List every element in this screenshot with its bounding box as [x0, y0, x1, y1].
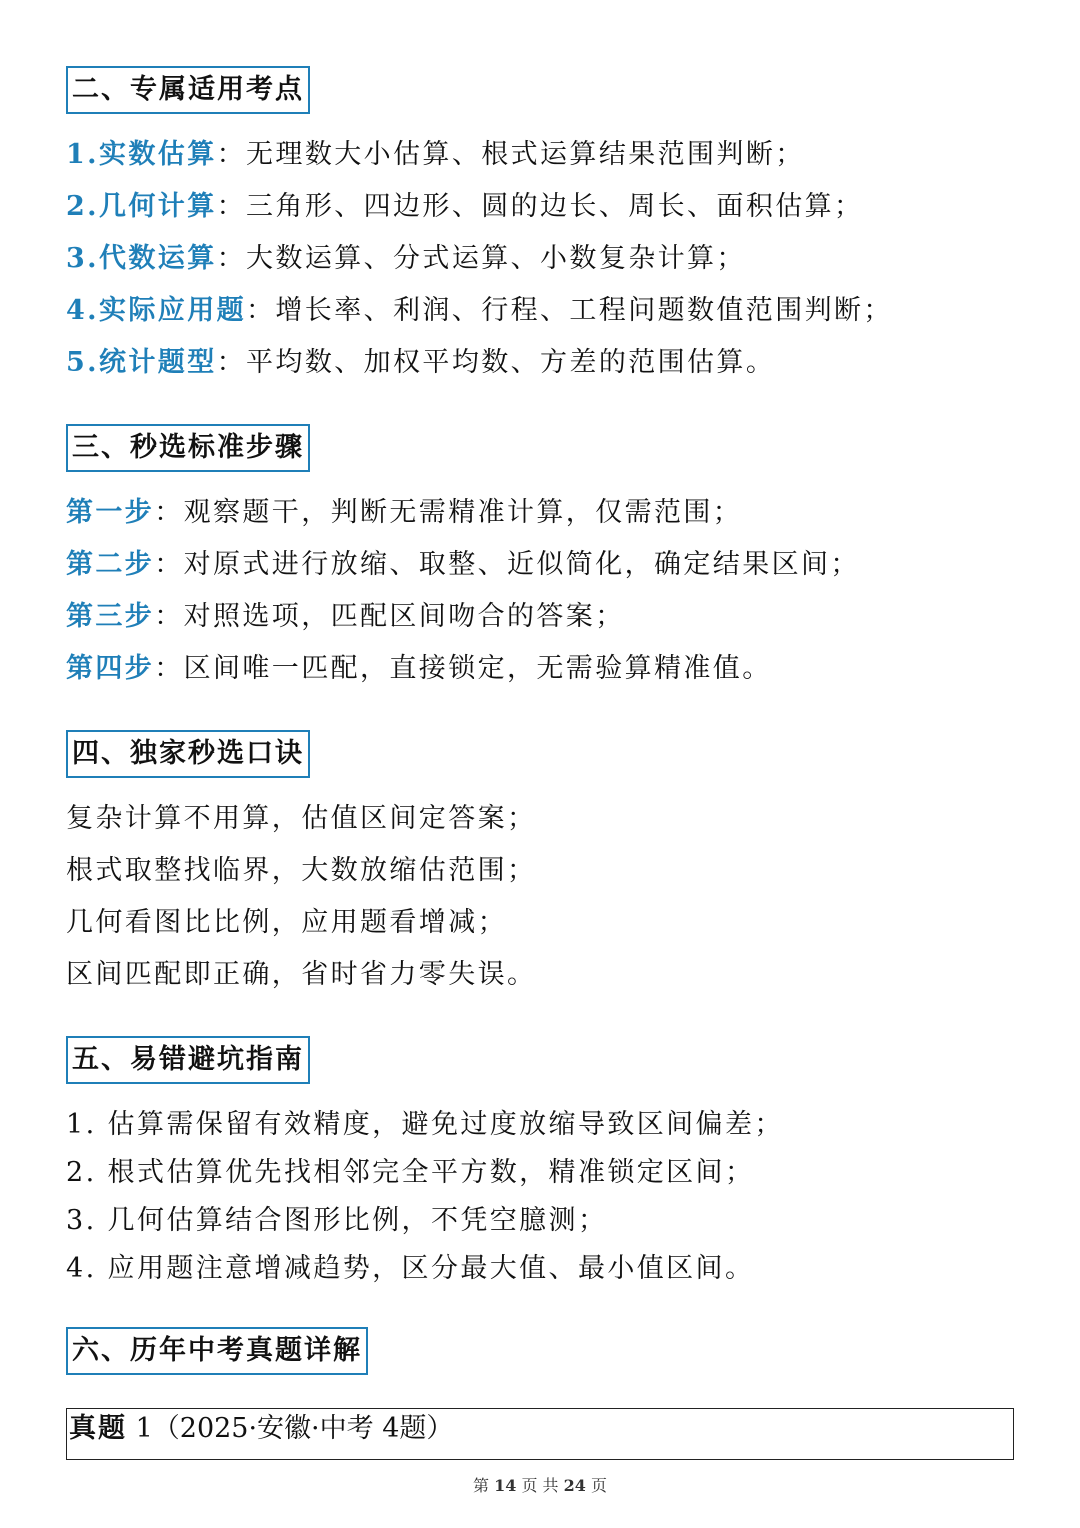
item-number: 1.	[66, 139, 99, 170]
list-item	[66, 239, 746, 279]
step-text: 对原式进行放缩、取整、近似简化，确定结果区间；	[183, 549, 860, 580]
item-label: 代数运算	[99, 243, 217, 274]
item-text: 增长率、利润、行程、工程问题数值范围判断；	[275, 295, 893, 326]
mnemonic-line: 根式取整找临界，大数放缩估范围；	[66, 855, 537, 886]
step-label: 第四步	[66, 653, 155, 684]
item-label: 实数估算	[99, 139, 217, 170]
list-item	[66, 187, 863, 227]
tip-line: 3. 几何估算结合图形比例，不凭空臆测；	[66, 1205, 608, 1236]
mnemonic-line: 复杂计算不用算，估值区间定答案；	[66, 803, 537, 834]
mnemonic-line: 几何看图比比例，应用题看增减；	[66, 907, 507, 938]
footer-suffix: 页	[585, 1476, 607, 1495]
question-label: 真题	[69, 1413, 127, 1444]
item-separator: ：	[216, 243, 247, 274]
item-text: 无理数大小估算、根式运算结果范围判断；	[246, 139, 805, 170]
list-item	[66, 343, 775, 383]
section-heading-2: 二、专属适用考点	[66, 66, 310, 114]
step-text: 观察题干，判断无需精准计算，仅需范围；	[183, 497, 743, 528]
section-heading-6: 六、历年中考真题详解	[66, 1327, 368, 1375]
item-label: 统计题型	[99, 347, 217, 378]
item-separator: ：	[154, 601, 184, 632]
item-label: 几何计算	[99, 191, 217, 222]
item-label: 实际应用题	[99, 295, 246, 326]
item-number: 3.	[66, 243, 99, 274]
tip-line: 1. 估算需保留有效精度，避免过度放缩导致区间偏差；	[66, 1109, 784, 1140]
tip-line: 2. 根式估算优先找相邻完全平方数，精准锁定区间；	[66, 1157, 755, 1188]
item-text: 三角形、四边形、圆的边长、周长、面积估算；	[246, 191, 864, 222]
list-item	[66, 135, 805, 175]
step-text: 区间唯一匹配，直接锁定，无需验算精准值。	[183, 653, 772, 684]
section-heading-4: 四、独家秒选口诀	[66, 730, 310, 778]
section-heading-3: 三、秒选标准步骤	[66, 424, 310, 472]
item-text: 大数运算、分式运算、小数复杂计算；	[246, 243, 746, 274]
item-separator: ：	[216, 191, 247, 222]
step-label: 第三步	[66, 601, 155, 632]
footer-middle: 页 共	[516, 1476, 564, 1495]
step-item	[66, 545, 860, 585]
footer-prefix: 第	[473, 1476, 495, 1495]
item-separator: ：	[154, 497, 184, 528]
section-heading-5: 五、易错避坑指南	[66, 1036, 310, 1084]
item-separator: ：	[154, 653, 184, 684]
step-item	[66, 493, 742, 533]
item-separator: ：	[216, 347, 247, 378]
item-separator: ：	[246, 295, 276, 326]
mnemonic-line: 区间匹配即正确，省时省力零失误。	[66, 959, 537, 990]
question-box	[66, 1408, 1014, 1460]
step-text: 对照选项，匹配区间吻合的答案；	[183, 601, 625, 632]
step-item	[66, 649, 772, 689]
step-label: 第一步	[66, 497, 155, 528]
current-page-number: 14	[494, 1476, 517, 1495]
tip-line: 4. 应用题注意增减趋势，区分最大值、最小值区间。	[66, 1253, 755, 1284]
item-number: 4.	[66, 295, 99, 326]
item-number: 5.	[66, 347, 99, 378]
item-number: 2.	[66, 191, 99, 222]
step-item	[66, 597, 625, 637]
step-label: 第二步	[66, 549, 155, 580]
list-item	[66, 291, 893, 331]
item-separator: ：	[216, 139, 247, 170]
total-pages-number: 24	[563, 1476, 586, 1495]
item-text: 平均数、加权平均数、方差的范围估算。	[246, 347, 776, 378]
page-footer	[0, 1473, 1080, 1496]
item-separator: ：	[154, 549, 184, 580]
question-source: 1（2025·安徽·中考 4题）	[127, 1413, 454, 1444]
